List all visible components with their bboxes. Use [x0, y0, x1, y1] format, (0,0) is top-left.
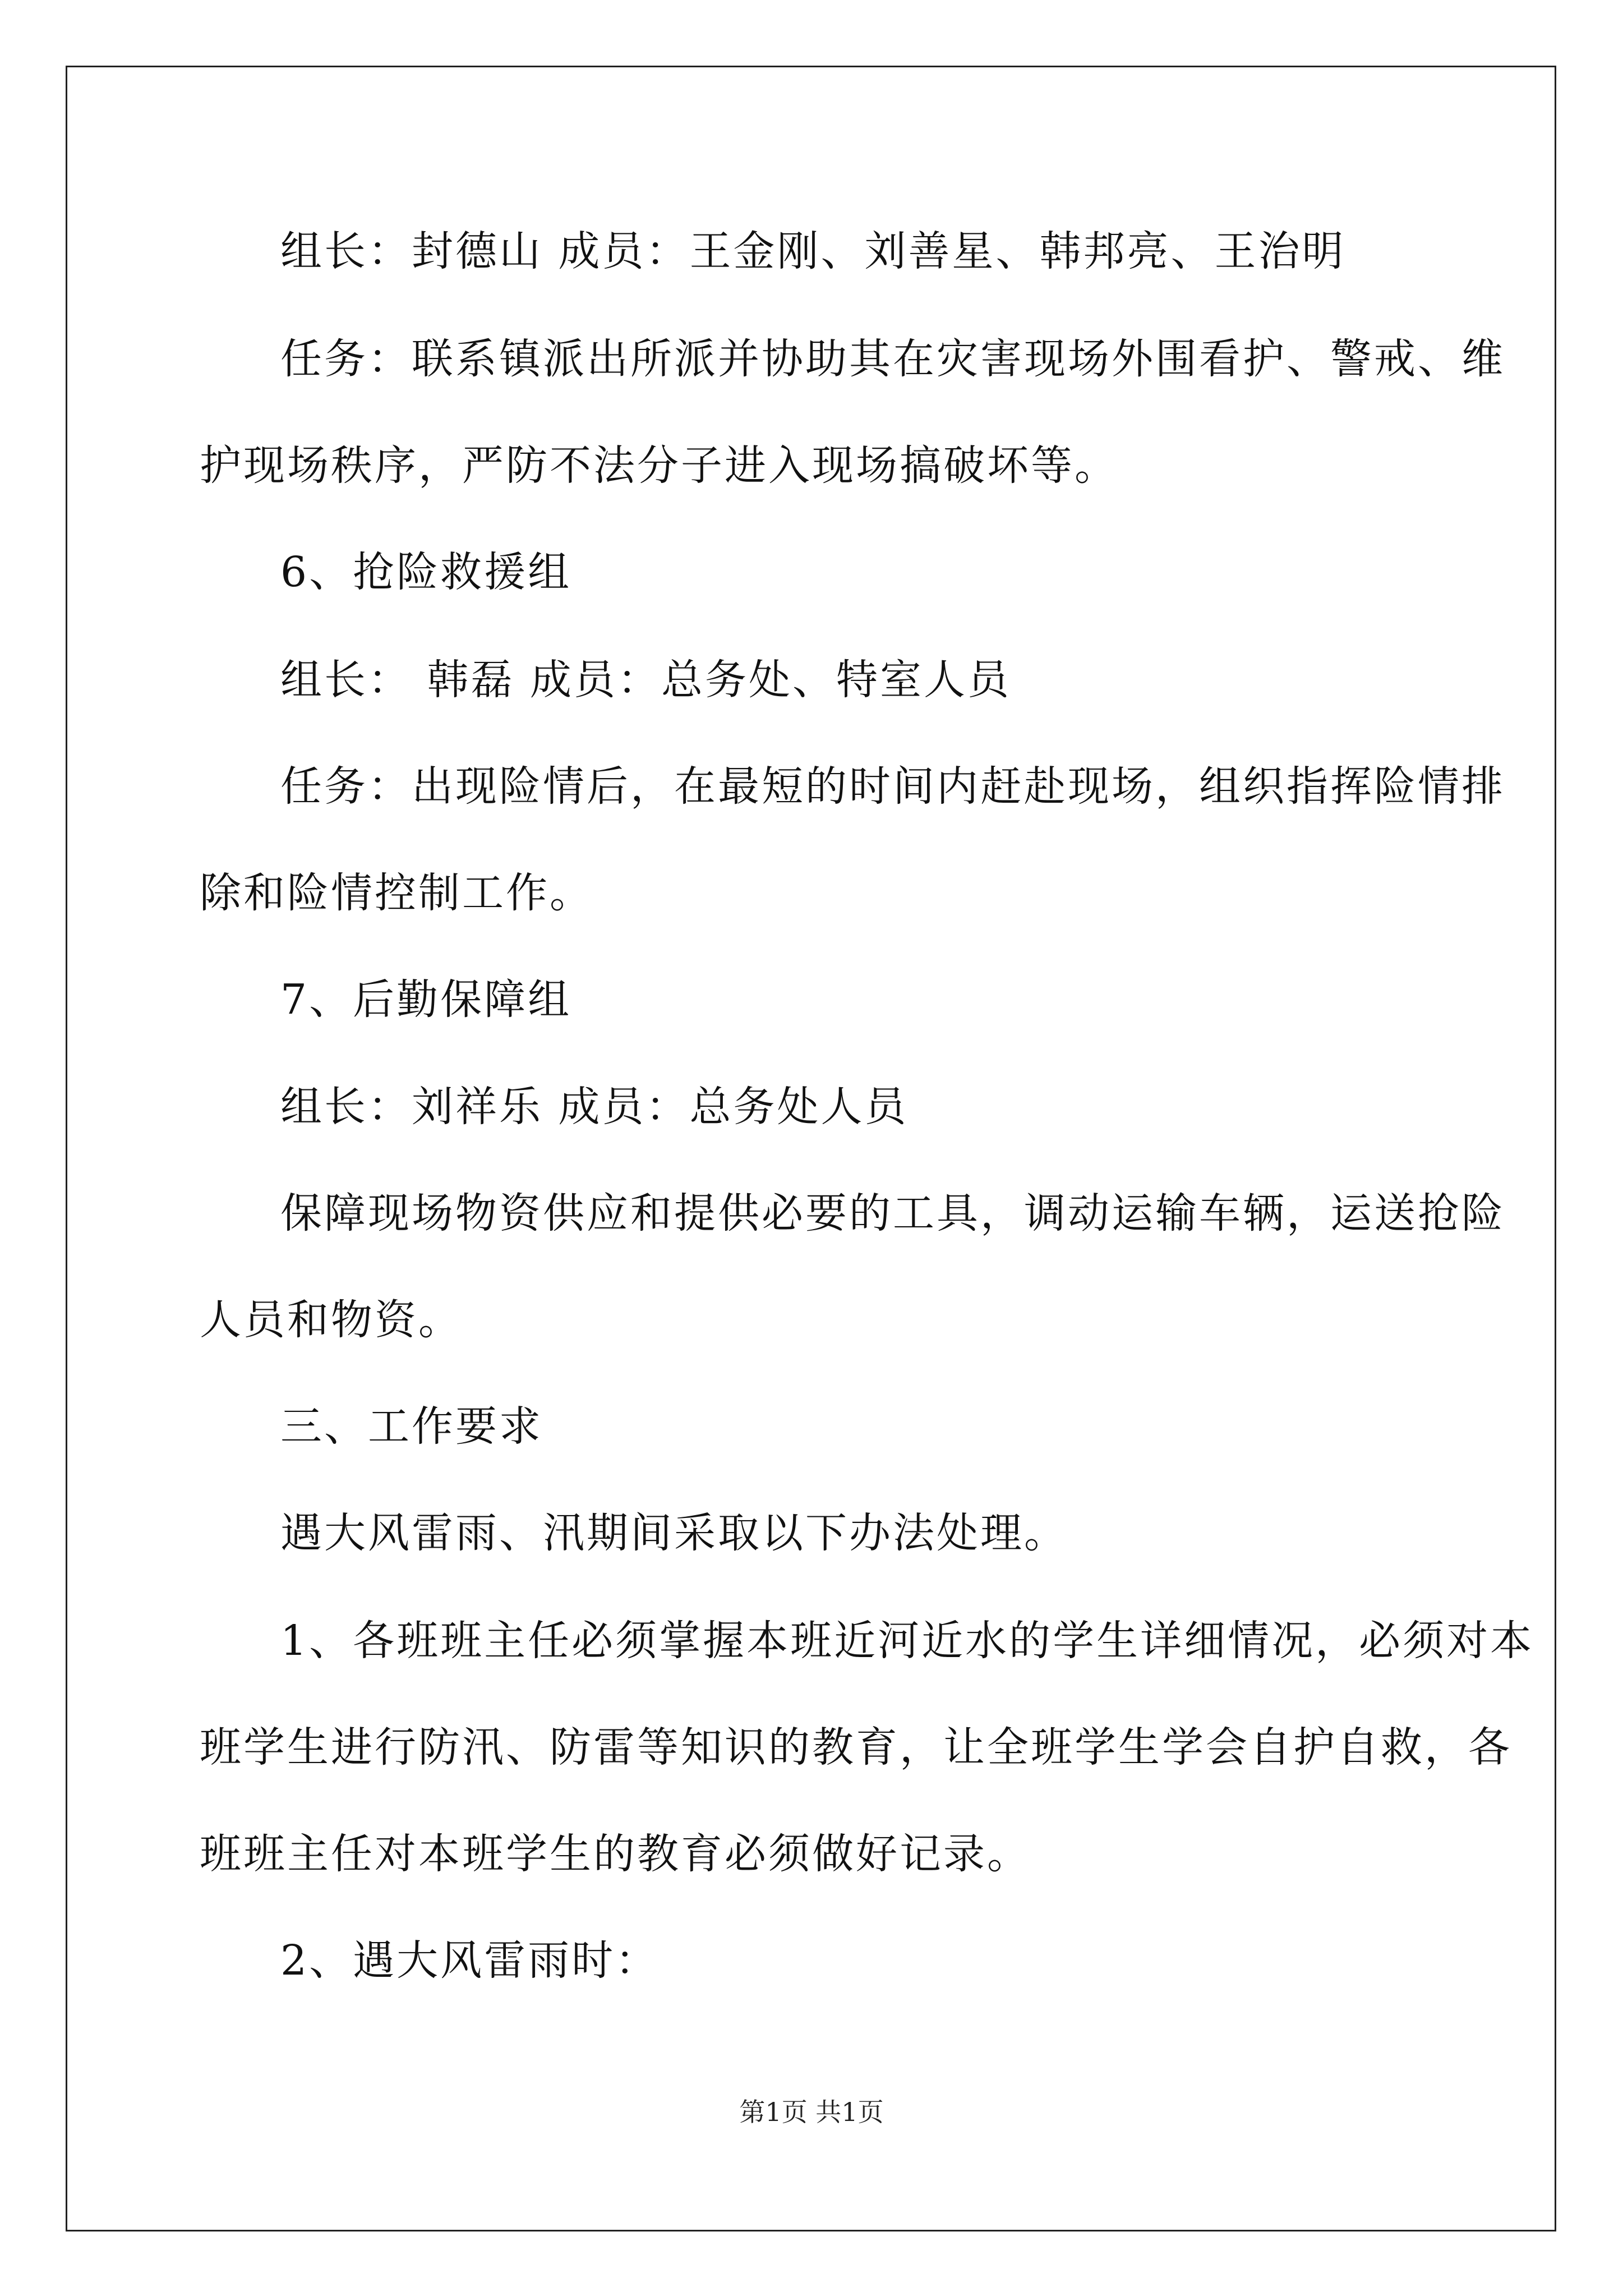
text-line: 班班主任对本班学生的教育必须做好记录。	[200, 1830, 1031, 1878]
page-number: 第1页 共1页	[739, 2097, 884, 2127]
section-heading: 6、抢险救援组	[280, 548, 572, 596]
page-border	[66, 66, 1556, 2231]
text-line: 人员和物资。	[200, 1296, 462, 1344]
text-line: 1、各班班主任必须掌握本班近河近水的学生详细情况，必须对本	[280, 1617, 1534, 1665]
section-heading: 7、后勤保障组	[280, 976, 572, 1024]
text-line: 组长：刘祥乐 成员：总务处人员	[280, 1083, 909, 1131]
text-line: 2、遇大风雷雨时：	[280, 1936, 660, 1985]
text-line: 保障现场物资供应和提供必要的工具，调动运输车辆，运送抢险	[280, 1189, 1505, 1237]
text-line: 班学生进行防汛、防雷等知识的教育，让全班学生学会自护自救，各	[200, 1723, 1512, 1772]
text-line: 遇大风雷雨、汛期间采取以下办法处理。	[280, 1509, 1068, 1557]
text-line: 组长：封德山 成员：王金刚、刘善星、韩邦亮、王治明	[280, 227, 1346, 275]
text-line: 组长： 韩磊 成员：总务处、特室人员	[280, 656, 1012, 704]
section-heading: 三、工作要求	[280, 1402, 543, 1451]
text-line: 任务：联系镇派出所派并协助其在灾害现场外围看护、警戒、维	[280, 335, 1505, 383]
text-line: 护现场秩序，严防不法分子进入现场搞破坏等。	[200, 441, 1118, 490]
text-line: 任务：出现险情后，在最短的时间内赶赴现场，组织指挥险情排	[280, 762, 1505, 811]
text-line: 除和险情控制工作。	[200, 869, 593, 917]
